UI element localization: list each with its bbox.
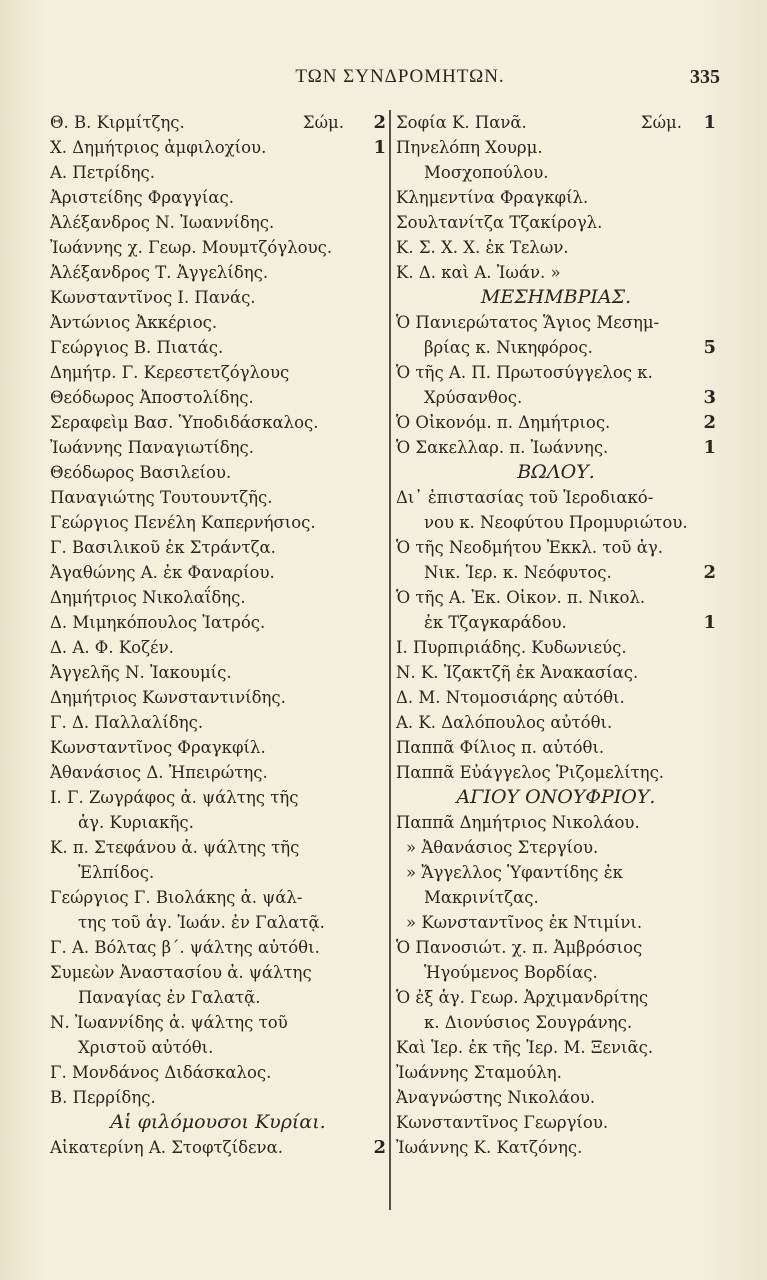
subscriber-entry <box>396 260 716 285</box>
copies-count: 1 <box>703 612 716 633</box>
subscriber-name: Μοσχοπούλου. <box>424 163 549 182</box>
subscriber-entry <box>50 1010 386 1035</box>
subscriber-name: Παναγίας ἐν Γαλατᾷ. <box>78 988 261 1007</box>
subscriber-name: Χριστοῦ αὐτόθι. <box>78 1038 214 1057</box>
subscriber-entry <box>50 410 386 435</box>
copies-count: 2 <box>703 562 716 583</box>
subscriber-name: Γ. Α. Βόλτας β΄. ψάλτης αὐτόθι. <box>50 938 320 957</box>
subscriber-name: Θ. Β. Κιρμίτζης. <box>50 113 185 132</box>
subscriber-entry <box>50 685 386 710</box>
subscriber-entry <box>50 1085 386 1110</box>
subscriber-entry <box>396 760 716 785</box>
copies-label: Σώμ. <box>640 113 682 132</box>
subscriber-entry <box>396 1135 716 1160</box>
subscriber-entry <box>50 785 386 810</box>
subscriber-name: Ν. Κ. Ἰζακτζῆ ἐκ Ἀνακασίας. <box>396 663 639 682</box>
subscriber-entry <box>50 235 386 260</box>
subscriber-name: Ν. Ἰωαννίδης ἀ. ψάλτης τοῦ <box>50 1013 288 1032</box>
subscriber-entry <box>50 735 386 760</box>
subscriber-name: βρίας κ. Νικηφόρος. <box>424 338 593 357</box>
subscriber-entry <box>396 560 716 585</box>
subscriber-name: Ἰωάννης Κ. Κατζόνης. <box>396 1138 583 1157</box>
subscriber-entry <box>396 110 716 135</box>
subscriber-entry <box>396 735 716 760</box>
subscriber-name: Ὁ τῆς Α. Ἐκ. Οἰκον. π. Νικολ. <box>396 588 646 607</box>
subscriber-name: » Κωνσταντῖνος ἐκ Ντιμίνι. <box>406 913 643 932</box>
subscriber-name: Σουλτανίτζα Τζακίρογλ. <box>396 213 603 232</box>
subscriber-name: Α. Πετρίδης. <box>50 163 155 182</box>
subscriber-entry <box>396 1110 716 1135</box>
subscriber-name: Ὁ τῆς Α. Π. Πρωτοσύγγελος κ. <box>396 363 653 382</box>
subscriber-entry <box>50 310 386 335</box>
subscriber-name: Κ. Σ. Χ. Χ. ἐκ Τελων. <box>396 238 569 257</box>
subscriber-entry <box>396 910 716 935</box>
subscriber-name: Ἀγγελῆς Ν. Ἰακουμίς. <box>50 663 232 682</box>
subscriber-name: Συμεὼν Ἀναστασίου ἀ. ψάλτης <box>50 963 312 982</box>
subscriber-name: Κωνσταντῖνος Φραγκφίλ. <box>50 738 266 757</box>
subscriber-entry <box>50 585 386 610</box>
subscriber-name: Δημήτριος Κωνσταντινίδης. <box>50 688 286 707</box>
subscriber-entry <box>396 385 716 410</box>
subscriber-entry <box>50 660 386 685</box>
subscriber-entry <box>50 1060 386 1085</box>
subscriber-name: Γεώργιος Πενέλη Καπερνήσιος. <box>50 513 316 532</box>
subscriber-name: Σοφία Κ. Πανᾶ. <box>396 113 527 132</box>
section-heading <box>396 460 716 485</box>
subscriber-name: Ὁ Σακελλαρ. π. Ἰωάννης. <box>396 438 609 457</box>
copies-count: 2 <box>373 1137 386 1158</box>
subscriber-entry <box>50 810 386 835</box>
copies-label: Σώμ. <box>302 113 344 132</box>
subscriber-entry <box>50 510 386 535</box>
section-heading-text: ΒΩΛΟΥ. <box>517 461 595 483</box>
copies-count: 2 <box>373 112 386 133</box>
subscriber-name: Ἰωάννης χ. Γεωρ. Μουμτζόγλους. <box>50 238 333 257</box>
subscriber-entry <box>50 160 386 185</box>
subscriber-name: Δημήτριος Νικολαΐδης. <box>50 588 246 607</box>
subscriber-entry <box>396 435 716 460</box>
subscriber-entry <box>396 535 716 560</box>
subscriber-name: Κλημεντίνα Φραγκφίλ. <box>396 188 589 207</box>
subscriber-name: Παναγιώτης Τουτουντζῆς. <box>50 488 273 507</box>
subscriber-entry <box>50 260 386 285</box>
subscriber-name: Κ. π. Στεφάνου ἀ. ψάλτης τῆς <box>50 838 300 857</box>
subscriber-name: Καὶ Ἱερ. ἐκ τῆς Ἱερ. Μ. Ξενιᾶς. <box>396 1038 654 1057</box>
subscriber-entry <box>50 135 386 160</box>
subscriber-name: » Ἄγγελλος Ὑφαντίδης ἐκ <box>406 863 623 882</box>
subscriber-entry <box>396 685 716 710</box>
subscriber-entry <box>396 960 716 985</box>
subscriber-entry <box>50 560 386 585</box>
subscriber-entry <box>50 185 386 210</box>
subscriber-entry <box>396 510 716 535</box>
subscriber-name: Κ. Δ. καὶ Α. Ἰωάν. » <box>396 263 561 282</box>
section-heading <box>396 785 716 810</box>
subscriber-entry <box>50 535 386 560</box>
subscriber-name: Ἡγούμενος Βορδίας. <box>424 963 598 982</box>
subscriber-name: Νικ. Ἱερ. κ. Νεόφυτος. <box>424 563 612 582</box>
subscriber-name: Παππᾶ Δημήτριος Νικολάου. <box>396 813 640 832</box>
subscriber-entry <box>50 635 386 660</box>
copies-count: 1 <box>703 112 716 133</box>
subscriber-entry <box>50 760 386 785</box>
subscriber-name: Ἀντώνιος Ἀκκέριος. <box>50 313 218 332</box>
subscriber-name: Πηνελόπη Χουρμ. <box>396 138 543 157</box>
subscriber-name: Γ. Βασιλικοῦ ἐκ Στράντζα. <box>50 538 276 557</box>
subscriber-name: Δ. Μιμηκόπουλος Ἰατρός. <box>50 613 266 632</box>
section-heading <box>396 285 716 310</box>
subscriber-entry <box>396 1085 716 1110</box>
subscriber-name: ἁγ. Κυριακῆς. <box>78 813 194 832</box>
subscriber-name: Μακρινίτζας. <box>424 888 539 907</box>
subscriber-name: Γ. Μονδάνος Διδάσκαλος. <box>50 1063 272 1082</box>
subscriber-entry <box>50 1135 386 1160</box>
subscriber-entry <box>396 485 716 510</box>
subscriber-name: Ἰωάννης Παναγιωτίδης. <box>50 438 255 457</box>
section-heading <box>50 1110 386 1135</box>
subscriber-entry <box>50 910 386 935</box>
subscriber-entry <box>396 710 716 735</box>
subscriber-entry <box>50 710 386 735</box>
section-heading-text: Αἱ φιλόμουσοι Κυρίαι. <box>110 1111 326 1133</box>
subscriber-entry <box>50 335 386 360</box>
subscriber-name: Β. Περρίδης. <box>50 1088 156 1107</box>
subscriber-entry <box>396 610 716 635</box>
subscriber-name: Ὁ Πανοσιώτ. χ. π. Ἀμβρόσιος <box>396 938 643 957</box>
subscriber-name: Ἐλπίδος. <box>78 863 155 882</box>
subscriber-name: Γεώργιος Β. Πιατάς. <box>50 338 224 357</box>
subscriber-entry <box>396 585 716 610</box>
subscriber-entry <box>50 960 386 985</box>
subscriber-entry <box>396 1060 716 1085</box>
subscriber-name: Γεώργιος Γ. Βιολάκης ἀ. ψάλ- <box>50 888 303 907</box>
subscriber-name: Δημήτρ. Γ. Κερεστετζόγλους <box>50 363 290 382</box>
subscriber-name: Ι. Πυρπιριάδης. Κυδωνιεύς. <box>396 638 627 657</box>
subscriber-name: Παππᾶ Εὐάγγελος Ῥιζομελίτης. <box>396 763 665 782</box>
subscriber-entry <box>396 810 716 835</box>
subscriber-entry <box>396 660 716 685</box>
copies-count: 2 <box>703 412 716 433</box>
subscriber-name: Αἰκατερίνη Α. Στοφτζίδενα. <box>50 1138 283 1157</box>
subscriber-entry <box>50 485 386 510</box>
subscriber-entry <box>396 185 716 210</box>
subscriber-name: Χ. Δημήτριος ἀμφιλοχίου. <box>50 138 267 157</box>
subscriber-name: Ἀριστείδης Φραγγίας. <box>50 188 234 207</box>
subscriber-entry <box>50 435 386 460</box>
subscriber-name: Ἀλέξανδρος Τ. Ἀγγελίδης. <box>50 263 269 282</box>
subscriber-entry <box>396 835 716 860</box>
subscriber-name: Δ. Μ. Ντομοσιάρης αὐτόθι. <box>396 688 625 707</box>
subscriber-entry <box>50 110 386 135</box>
subscriber-entry <box>50 460 386 485</box>
subscriber-name: της τοῦ ἁγ. Ἰωάν. ἐν Γαλατᾷ. <box>78 913 325 932</box>
section-heading-text: ΑΓΙΟΥ ΟΝΟΥΦΡΙΟΥ. <box>456 786 656 808</box>
subscriber-name: Παππᾶ Φίλιος π. αὐτόθι. <box>396 738 605 757</box>
subscriber-name: Ὁ Οἰκονόμ. π. Δημήτριος. <box>396 413 611 432</box>
copies-count: 3 <box>703 387 716 408</box>
section-heading-text: ΜΕΣΗΜΒΡΙΑΣ. <box>480 286 632 308</box>
subscriber-entry <box>396 1010 716 1035</box>
subscriber-entry <box>396 135 716 160</box>
subscriber-entry <box>50 1035 386 1060</box>
subscriber-name: Θεόδωρος Ἀποστολίδης. <box>50 388 254 407</box>
subscriber-name: Δ. Α. Φ. Κοζέν. <box>50 638 174 657</box>
subscriber-name: Α. Κ. Δαλόπουλος αὐτόθι. <box>396 713 613 732</box>
right-column <box>396 110 716 1160</box>
subscriber-name: Ὁ ἐξ ἁγ. Γεωρ. Ἀρχιμανδρίτης <box>396 988 649 1007</box>
subscriber-entry <box>50 885 386 910</box>
subscriber-entry <box>50 360 386 385</box>
subscriber-name: Κωνσταντῖνος Ι. Πανάς. <box>50 288 256 307</box>
subscriber-name: Ὁ τῆς Νεοδμήτου Ἐκκλ. τοῦ ἁγ. <box>396 538 663 557</box>
subscriber-name: Γ. Δ. Παλλαλίδης. <box>50 713 204 732</box>
running-title: ΤΩΝ ΣΥΝΔΡΟΜΗΤΩΝ. <box>295 66 505 87</box>
subscriber-entry <box>396 310 716 335</box>
subscriber-entry <box>396 860 716 885</box>
subscriber-entry <box>396 360 716 385</box>
subscriber-name: Σεραφεὶμ Βασ. Ὑποδιδάσκαλος. <box>50 413 319 432</box>
subscriber-name: Ι. Γ. Ζωγράφος ἀ. ψάλτης τῆς <box>50 788 299 807</box>
subscriber-entry <box>50 610 386 635</box>
subscriber-name: Ἀθανάσιος Δ. Ἠπειρώτης. <box>50 763 268 782</box>
subscriber-name: Ἀλέξανδρος Ν. Ἰωαννίδης. <box>50 213 275 232</box>
subscriber-name: Ἀναγνώστης Νικολάου. <box>396 1088 596 1107</box>
subscriber-entry <box>50 985 386 1010</box>
subscriber-entry <box>396 635 716 660</box>
subscriber-name: Θεόδωρος Βασιλείου. <box>50 463 232 482</box>
subscriber-name: Κωνσταντῖνος Γεωργίου. <box>396 1113 609 1132</box>
subscriber-entry <box>396 985 716 1010</box>
subscriber-entry <box>396 235 716 260</box>
copies-count: 1 <box>703 437 716 458</box>
subscriber-entry <box>396 935 716 960</box>
subscriber-name: Ὁ Πανιερώτατος Ἅγιος Μεσημ- <box>396 313 660 332</box>
subscriber-entry <box>396 885 716 910</box>
column-divider <box>389 110 391 1210</box>
copies-count: 1 <box>373 137 386 158</box>
page-number: 335 <box>690 66 720 88</box>
subscriber-name: ἐκ Τζαγκαράδου. <box>424 613 567 632</box>
subscriber-entry <box>50 835 386 860</box>
subscriber-entry <box>50 860 386 885</box>
subscriber-entry <box>396 335 716 360</box>
subscriber-entry <box>50 385 386 410</box>
subscriber-name: νου κ. Νεοφύτου Προμυριώτου. <box>424 513 688 532</box>
subscriber-entry <box>396 410 716 435</box>
left-column <box>50 110 386 1160</box>
subscriber-entry <box>50 285 386 310</box>
copies-count: 5 <box>703 337 716 358</box>
subscriber-name: κ. Διονύσιος Σουγράνης. <box>424 1013 633 1032</box>
subscriber-name: Χρύσανθος. <box>424 388 523 407</box>
subscriber-entry <box>396 210 716 235</box>
subscriber-entry <box>50 935 386 960</box>
subscriber-name: Δι᾽ ἐπιστασίας τοῦ Ἱεροδιακό- <box>396 488 654 507</box>
subscriber-name: » Ἀθανάσιος Στεργίου. <box>406 838 599 857</box>
subscriber-entry <box>396 1035 716 1060</box>
running-head <box>0 66 767 96</box>
subscriber-entry <box>396 160 716 185</box>
subscriber-entry <box>50 210 386 235</box>
subscriber-name: Ἀγαθώνης Α. ἐκ Φαναρίου. <box>50 563 275 582</box>
subscriber-name: Ἰωάννης Σταμούλη. <box>396 1063 562 1082</box>
